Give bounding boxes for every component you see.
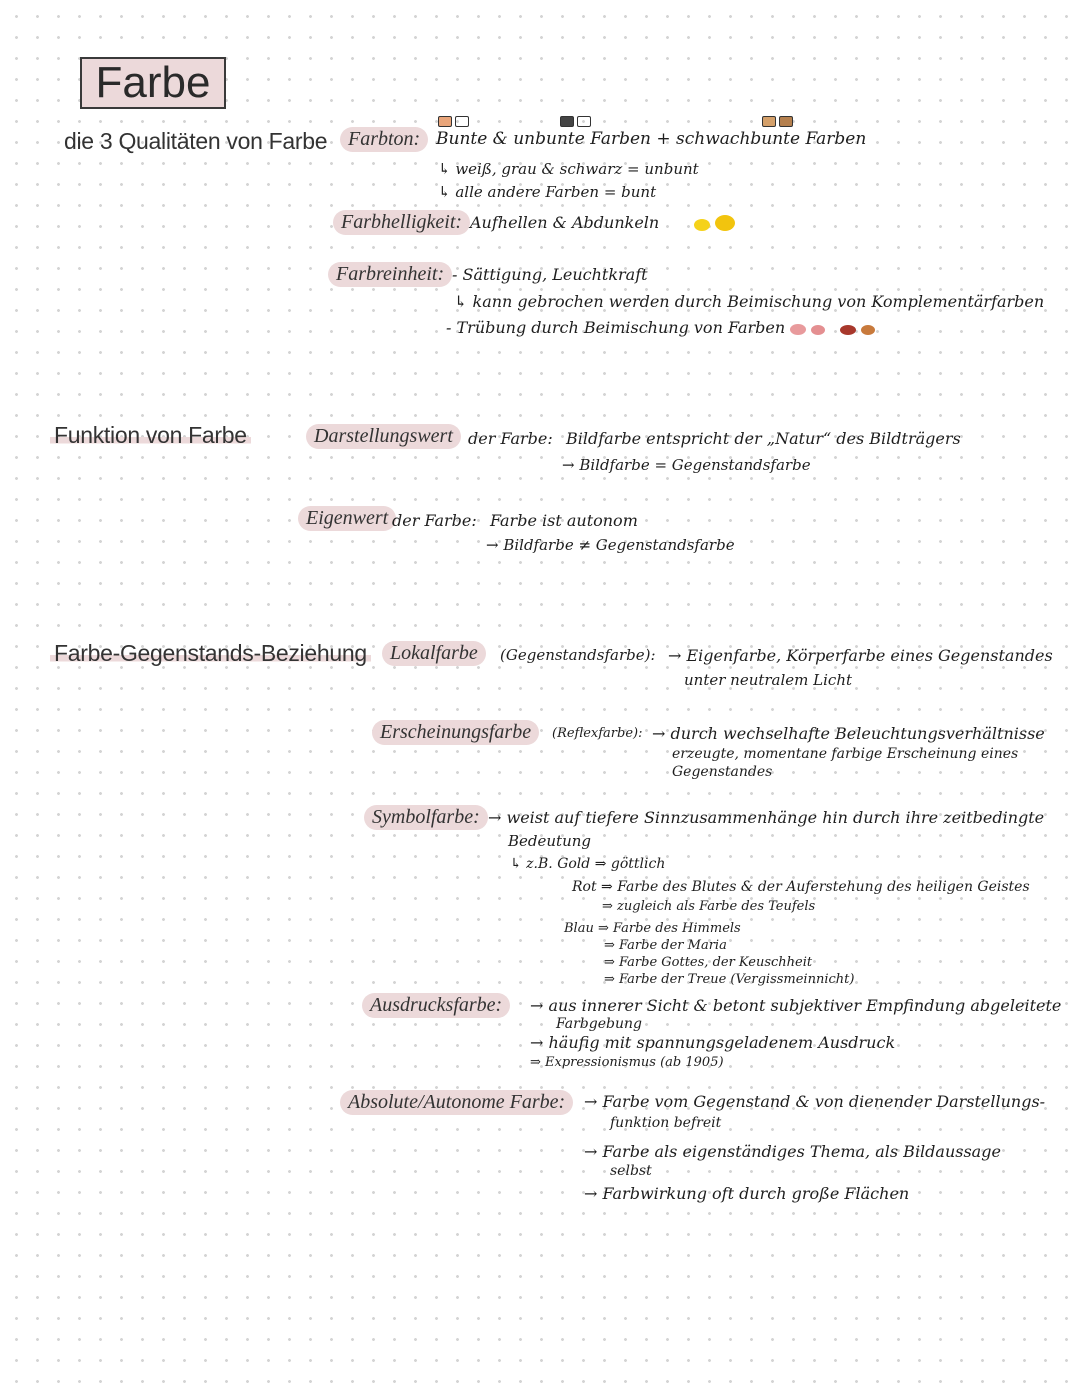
symbolfarbe-line3: ↳ z.B. Gold ⇒ göttlich xyxy=(510,856,666,872)
eigenwert-line1: Farbe ist autonom xyxy=(490,511,638,530)
section-heading-qualitaeten: die 3 Qualitäten von Farbe xyxy=(64,128,328,154)
term-farbreinheit: Farbreinheit: xyxy=(328,262,452,287)
symbolfarbe-line5: ⇒ zugleich als Farbe des Teufels xyxy=(602,899,816,914)
term-erscheinungsfarbe: Erscheinungsfarbe xyxy=(372,720,539,745)
empty-box-icon xyxy=(455,116,469,127)
symbolfarbe-line9: ⇒ Farbe der Treue (Vergissmeinnicht) xyxy=(604,972,855,987)
term-farbhelligkeit: Farbhelligkeit: xyxy=(333,210,470,235)
yellow-swatch-icon xyxy=(694,219,710,231)
absolute-line5: → Farbwirkung oft durch große Flächen xyxy=(584,1184,910,1203)
section-heading-beziehung: Farbe-Gegenstands-Beziehung xyxy=(50,640,371,667)
symbolfarbe-line2: Bedeutung xyxy=(508,832,591,850)
farbreinheit-line3: - Trübung durch Beimischung von Farben xyxy=(446,318,786,337)
lokalfarbe-paren: (Gegenstandsfarbe): xyxy=(500,646,656,664)
erscheinungsfarbe-line1: → durch wechselhafte Beleuchtungsverhältnisse xyxy=(652,724,1045,743)
erscheinungsfarbe-line3: Gegenstandes xyxy=(672,764,773,780)
term-darstellungswert: Darstellungswert xyxy=(306,424,461,449)
symbolfarbe-line7: ⇒ Farbe der Maria xyxy=(604,938,727,953)
eigenwert-line2: → Bildfarbe ≠ Gegenstandsfarbe xyxy=(486,536,735,554)
farbreinheit-line1: - Sättigung, Leuchtkraft xyxy=(452,265,648,284)
absolute-line4: selbst xyxy=(610,1163,652,1179)
red-brown-swatch-icon xyxy=(840,325,856,335)
pink-swatch-icon xyxy=(790,324,806,335)
section-heading-funktion: Funktion von Farbe xyxy=(50,422,251,449)
farbton-line3: ↳ alle andere Farben = bunt xyxy=(438,183,657,201)
farbhelligkeit-text: Aufhellen & Abdunkeln xyxy=(470,213,660,232)
term-ausdrucksfarbe: Ausdrucksfarbe: xyxy=(362,993,510,1018)
muted-box-icon xyxy=(779,116,793,127)
absolute-line2: funktion befreit xyxy=(610,1115,722,1131)
ausdrucksfarbe-line4: ⇒ Expressionismus (ab 1905) xyxy=(530,1055,724,1070)
pink-swatches xyxy=(790,320,825,339)
lokalfarbe-line2: unter neutralem Licht xyxy=(684,671,853,689)
yellow-swatches xyxy=(694,215,735,235)
term-absolute-farbe: Absolute/Autonome Farbe: xyxy=(340,1090,573,1115)
farbton-line2: ↳ weiß, grau & schwarz = unbunt xyxy=(438,160,699,178)
darstellungswert-line2: → Bildfarbe = Gegenstandsfarbe xyxy=(562,456,811,474)
term-symbolfarbe: Symbolfarbe: xyxy=(364,805,488,830)
muted-box-icon xyxy=(762,116,776,127)
lokalfarbe-line1: → Eigenfarbe, Körperfarbe eines Gegenstandes xyxy=(668,646,1053,665)
darstellungswert-rest: der Farbe: xyxy=(468,429,553,448)
colored-box-icon xyxy=(438,116,452,127)
symbolfarbe-line1: → weist auf tiefere Sinnzusammenhänge hin durch ihre zeitbedingte xyxy=(488,808,1045,827)
farbreinheit-line2: ↳ kann gebrochen werden durch Beimischung von Komplementärfarben xyxy=(454,292,1045,311)
symbolfarbe-line8: ⇒ Farbe Gottes, der Keuschheit xyxy=(604,955,813,970)
pink-swatch-icon xyxy=(811,325,825,335)
term-farbton: Farbton: xyxy=(340,127,428,152)
empty-box-icon xyxy=(577,116,591,127)
dark-box-icon xyxy=(560,116,574,127)
farbton-line1: Bunte & unbunte Farben + schwachbunte Farben xyxy=(436,129,867,149)
ausdrucksfarbe-line3: → häufig mit spannungsgeladenem Ausdruck xyxy=(530,1033,896,1052)
term-lokalfarbe: Lokalfarbe xyxy=(382,641,486,666)
ausdrucksfarbe-line1: → aus innerer Sicht & betont subjektiver Empfindung abgeleitete xyxy=(530,996,1062,1015)
brown-swatches xyxy=(840,320,875,339)
eigenwert-rest: der Farbe: xyxy=(392,511,477,530)
darstellungswert-line1: Bildfarbe entspricht der „Natur“ des Bildträgers xyxy=(566,429,961,448)
ausdrucksfarbe-line2: Farbgebung xyxy=(556,1016,642,1032)
erscheinungsfarbe-paren: (Reflexfarbe): xyxy=(552,726,643,741)
yellow-swatch-icon xyxy=(715,215,735,231)
absolute-line3: → Farbe als eigenständiges Thema, als Bildaussage xyxy=(584,1142,1001,1161)
erscheinungsfarbe-line2: erzeugte, momentane farbige Erscheinung eines xyxy=(672,746,1019,762)
term-eigenwert: Eigenwert xyxy=(298,506,396,531)
orange-brown-swatch-icon xyxy=(861,325,875,335)
symbolfarbe-line4: Rot ⇒ Farbe des Blutes & der Auferstehung des heiligen Geistes xyxy=(572,879,1030,895)
absolute-line1: → Farbe vom Gegenstand & von dienender Darstellungs- xyxy=(584,1092,1046,1111)
symbolfarbe-line6: Blau ⇒ Farbe des Himmels xyxy=(564,921,741,936)
page-title: Farbe xyxy=(80,57,226,109)
